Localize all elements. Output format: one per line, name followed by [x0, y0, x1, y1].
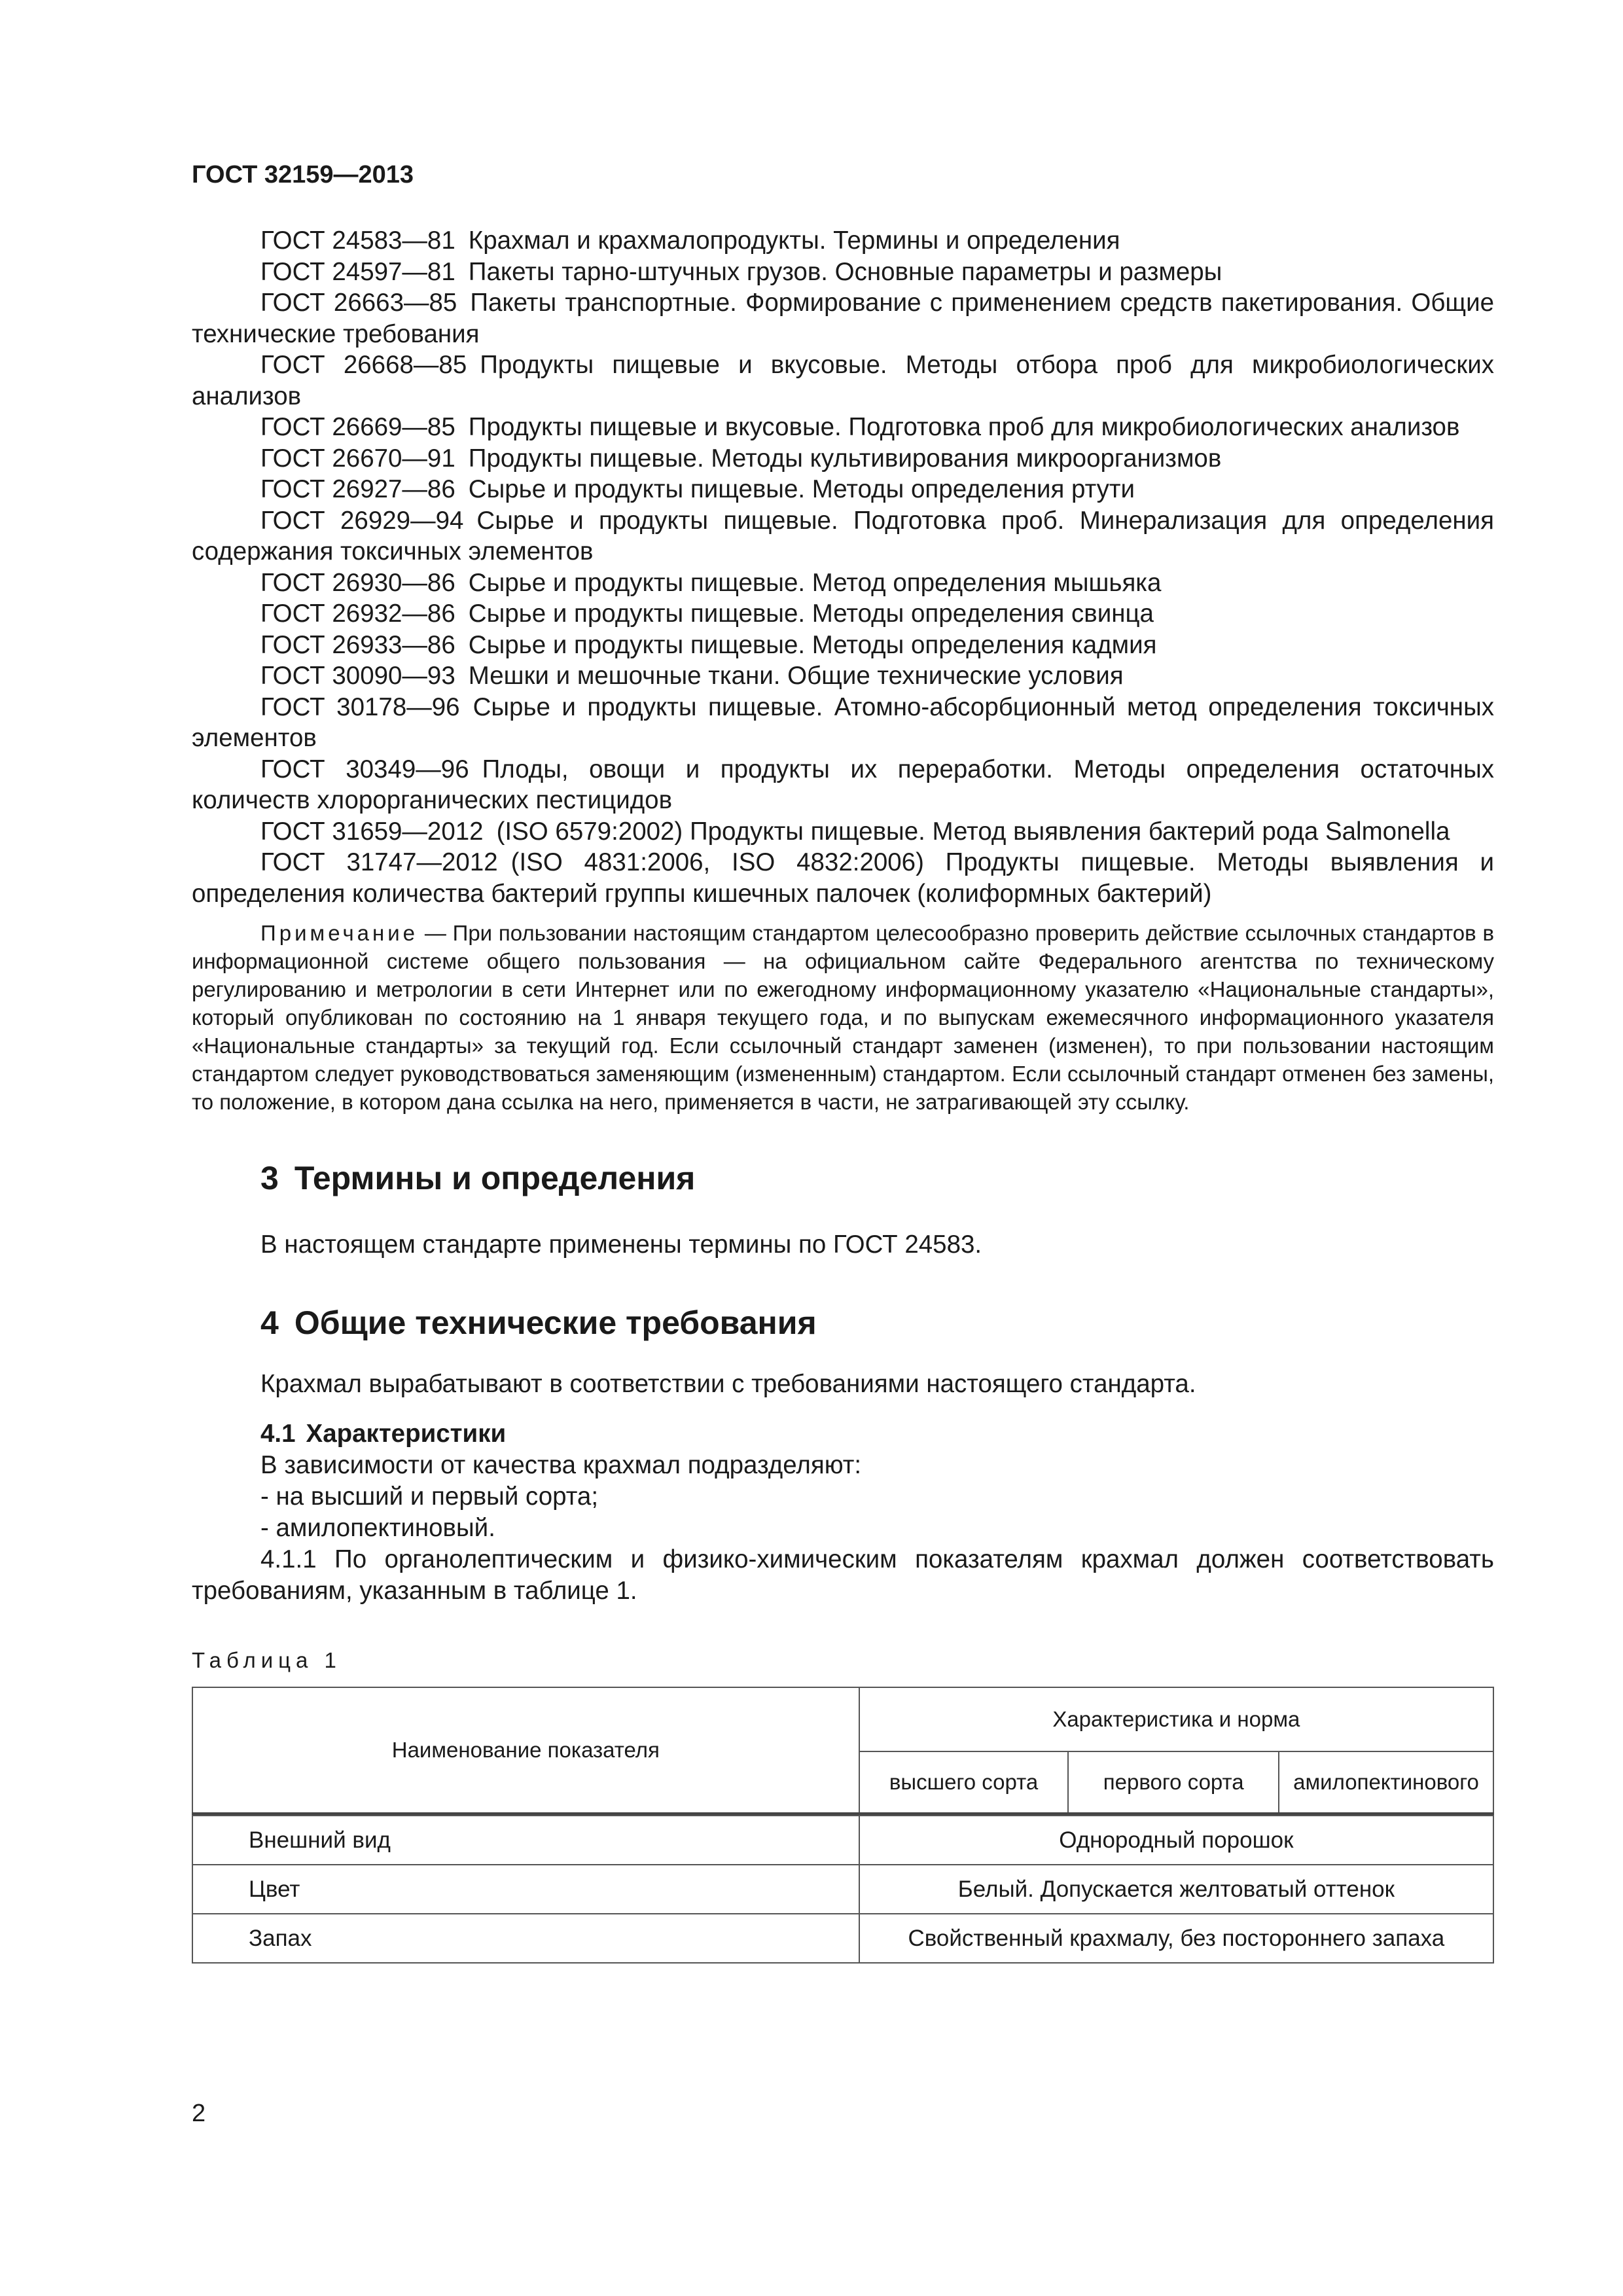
reference-item: ГОСТ 31659—2012 (ISO 6579:2002) Продукты пищевые. Метод выявления бактерий рода Salmonella	[260, 817, 1450, 846]
reference-item: ГОСТ 31747—2012 (ISO 4831:2006, ISO 4832:2006) Продукты пищевые. Методы выявления и определения количества бактерий группы кишечных палочек (колиформных бактерий)	[192, 848, 1494, 908]
section-4-text: Крахмал вырабатывают в соответствии с требованиями настоящего стандарта.	[260, 1370, 1196, 1398]
reference-item: ГОСТ 30349—96 Плоды, овощи и продукты их переработки. Методы определения остаточных количеств хлорорганических пестицидов	[192, 755, 1494, 814]
row-name: Внешний вид	[192, 1816, 859, 1865]
row-name: Цвет	[192, 1865, 859, 1914]
reference-item: ГОСТ 30090—93 Мешки и мешочные ткани. Общие технические условия	[260, 662, 1124, 690]
row-value: Белый. Допускается желтоватый оттенок	[859, 1865, 1493, 1914]
table-1	[192, 1687, 1494, 1964]
reference-item: ГОСТ 26670—91 Продукты пищевые. Методы культивирования микроорганизмов	[260, 444, 1222, 473]
row-value: Свойственный крахмалу, без постороннего запаха	[859, 1914, 1493, 1963]
subsection-intro: В зависимости от качества крахмал подразделяют:	[260, 1451, 862, 1479]
subsection-4-1-heading: 4.1 Характеристики	[260, 1420, 507, 1448]
reference-item: ГОСТ 26669—85 Продукты пищевые и вкусовые. Подготовка проб для микробиологических анализов	[260, 413, 1460, 441]
table-caption: Таблица 1	[192, 1648, 342, 1672]
table-header-group: Характеристика и норма	[859, 1687, 1493, 1751]
table-header-col3: амилопектинового	[1279, 1751, 1493, 1814]
reference-item: ГОСТ 26930—86 Сырье и продукты пищевые. Метод определения мышьяка	[260, 568, 1162, 597]
note-paragraph	[192, 919, 1494, 1116]
note-text: — При пользовании настоящим стандартом целесообразно проверить действие ссылочных стандартов в информационной системе общего пользования — на официальном сайте Федерального агентства по техническому регулированию и метрологии в сети Интернет или по ежегодному информационному указателю «Национальные стандарты», который опубликован по состоянию на 1 января текущего года, и по выпускам ежемесячного информационного указателя «Национальные стандарты» за текущий год. Если ссылочный стандарт заменен (изменен), то при пользовании настоящим стандартом следует руководствоваться заменяющим (измененным) стандартом. Если ссылочный стандарт отменен без замены, то положение, в котором дана ссылка на него, применяется в части, не затрагивающей эту ссылку.	[192, 921, 1494, 1114]
table-row	[192, 1865, 1493, 1914]
section-3-heading: 3 Термины и определения	[260, 1160, 696, 1196]
reference-item: ГОСТ 26933—86 Сырье и продукты пищевые. Методы определения кадмия	[260, 630, 1157, 659]
table-header-name: Наименование показателя	[192, 1687, 859, 1814]
list-item: - на высший и первый сорта;	[260, 1482, 599, 1511]
page-content	[192, 225, 1494, 1964]
document-header: ГОСТ 32159—2013	[192, 161, 414, 188]
page-number: 2	[192, 2100, 206, 2127]
table-row	[192, 1914, 1493, 1963]
reference-item: ГОСТ 26932—86 Сырье и продукты пищевые. Методы определения свинца	[260, 600, 1154, 628]
row-name: Запах	[192, 1914, 859, 1963]
note-label: Примечание	[260, 921, 419, 945]
reference-item: ГОСТ 26668—85 Продукты пищевые и вкусовые. Методы отбора проб для микробиологических анализов	[192, 351, 1494, 410]
reference-item: ГОСТ 26663—85 Пакеты транспортные. Формирование с применением средств пакетирования. Общие технические требования	[192, 289, 1494, 348]
row-value: Однородный порошок	[859, 1816, 1493, 1865]
section-3-text: В настоящем стандарте применены термины по ГОСТ 24583.	[260, 1230, 982, 1259]
reference-item: ГОСТ 26929—94 Сырье и продукты пищевые. Подготовка проб. Минерализация для определения содержания токсичных элементов	[192, 506, 1494, 565]
reference-item: ГОСТ 26927—86 Сырье и продукты пищевые. Методы определения ртути	[260, 475, 1135, 503]
paragraph-4-1-1: 4.1.1 По органолептическим и физико-химическим показателям крахмал должен соответствовать требованиям, указанным в таблице 1.	[192, 1545, 1494, 1605]
table-header-col1: высшего сорта	[859, 1751, 1069, 1814]
list-item: - амилопектиновый.	[260, 1514, 495, 1542]
section-4-heading: 4 Общие технические требования	[260, 1304, 817, 1341]
table-header-col2: первого сорта	[1068, 1751, 1279, 1814]
reference-item: ГОСТ 30178—96 Сырье и продукты пищевые. Атомно-абсорбционный метод определения токсичных элементов	[192, 692, 1494, 752]
reference-item: ГОСТ 24597—81 Пакеты тарно-штучных грузов. Основные параметры и размеры	[260, 257, 1222, 286]
table-row	[192, 1816, 1493, 1865]
reference-item: ГОСТ 24583—81 Крахмал и крахмалопродукты. Термины и определения	[260, 226, 1120, 255]
references-list	[192, 225, 1494, 909]
